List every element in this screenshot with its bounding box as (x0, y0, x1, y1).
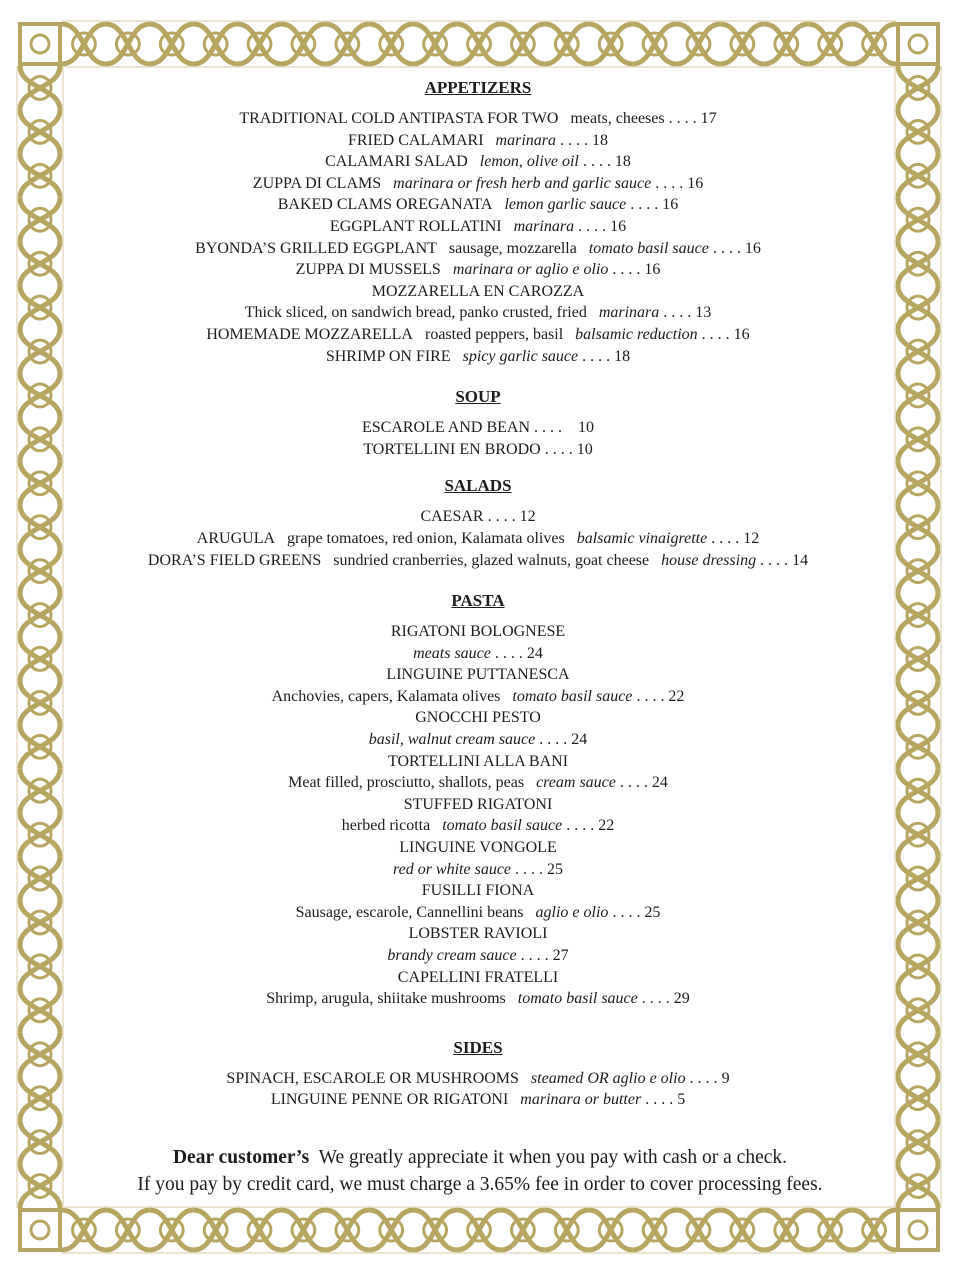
item-sauce: cream sauce (536, 774, 616, 792)
item-price: . . . . 9 (685, 1069, 730, 1087)
item-sauce: marinara (513, 217, 575, 235)
soup-list (90, 417, 866, 460)
menu-item-line (90, 772, 866, 794)
item-price: . . . . 22 (632, 687, 685, 705)
item-name: TORTELLINI ALLA BANI (387, 752, 569, 770)
item-price: . . . . 18 (578, 347, 631, 365)
item-name: ZUPPA DI CLAMS (252, 174, 382, 192)
menu-item-line (90, 707, 866, 729)
item-name: EGGPLANT ROLLATINI (329, 217, 502, 235)
item-name: TRADITIONAL COLD ANTIPASTA FOR TWO (239, 110, 559, 127)
soup-section (90, 385, 866, 460)
item-description: meats, cheeses (570, 110, 665, 127)
item-sauce: lemon garlic sauce (504, 196, 627, 214)
item-sauce: tomato basil sauce (512, 687, 633, 705)
item-name: TORTELLINI EN BRODO (363, 440, 541, 458)
item-sauce: red or white sauce (392, 860, 512, 878)
pasta-list (90, 621, 866, 1010)
item-price: . . . . 14 (756, 551, 809, 569)
item-price: . . . . 16 (708, 239, 761, 257)
item-description: Sausage, escarole, Cannellini beans (295, 903, 524, 921)
salads-heading: SALADS (444, 476, 512, 496)
menu-item-line (90, 664, 866, 686)
item-name: RIGATONI BOLOGNESE (390, 623, 566, 641)
menu-item-line (90, 967, 866, 989)
salads-section (90, 474, 866, 571)
item-price: . . . . 16 (697, 325, 750, 343)
menu-item-line (90, 923, 866, 945)
item-sauce: aglio e olio (535, 903, 609, 921)
item-price: . . . . 16 (651, 174, 704, 192)
item-price: . . . . 22 (562, 817, 615, 835)
menu-item-line (90, 439, 866, 461)
item-description: sausage, mozzarella (448, 239, 577, 257)
appetizers-section (90, 76, 866, 367)
menu-item-line (90, 751, 866, 773)
item-sauce: meats sauce (413, 644, 491, 662)
item-price: . . . . 10 (540, 440, 593, 458)
item-name: DORA’S FIELD GREENS (147, 551, 322, 569)
menu-item-line (90, 194, 866, 216)
item-name: CAESAR (420, 508, 484, 526)
menu-body (90, 76, 866, 1111)
item-name: STUFFED RIGATONI (403, 795, 553, 813)
item-description: Meat filled, prosciutto, shallots, peas (288, 774, 525, 792)
item-description: Shrimp, arugula, shiitake mushrooms (266, 990, 506, 1008)
item-sauce: balsamic reduction (575, 325, 698, 343)
item-sauce: basil, walnut cream sauce (368, 731, 536, 749)
item-name: LINGUINE PENNE OR RIGATONI (270, 1091, 509, 1109)
menu-item-line (90, 216, 866, 238)
item-name: CALAMARI SALAD (325, 153, 468, 171)
sides-heading: SIDES (453, 1037, 503, 1057)
item-price: . . . . 12 (483, 508, 536, 526)
menu-item-line (90, 815, 866, 837)
item-sauce: house dressing (661, 551, 757, 569)
item-sauce: brandy cream sauce (387, 947, 517, 964)
menu-item-line (90, 259, 866, 281)
menu-item-line (90, 281, 866, 303)
item-price: . . . . 16 (608, 261, 661, 279)
sides-section (90, 1036, 866, 1111)
item-name: ZUPPA DI MUSSELS (295, 261, 441, 279)
menu-item-line (90, 837, 866, 859)
notice-line1-text: We greatly appreciate it when you pay with cash or a check. (318, 1147, 788, 1168)
item-sauce: marinara or fresh herb and garlic sauce (393, 174, 652, 192)
item-description: grape tomatoes, red onion, Kalamata olives (287, 529, 565, 547)
menu-item-line (90, 417, 866, 439)
item-sauce: marinara (495, 131, 556, 149)
menu-item-line (90, 346, 866, 368)
appetizers-list (90, 108, 866, 367)
item-name: BYONDA’S GRILLED EGGPLANT (195, 239, 437, 257)
item-name: LINGUINE VONGOLE (399, 839, 557, 857)
item-description: Thick sliced, on sandwich bread, panko crusted, fried (244, 304, 587, 322)
menu-item-line (90, 302, 866, 324)
sides-list (90, 1068, 866, 1111)
item-name: SHRIMP ON FIRE (325, 347, 451, 365)
pasta-section (90, 589, 866, 1010)
menu-item-line (90, 988, 866, 1010)
item-price: . . . . 24 (615, 774, 668, 792)
item-name: LINGUINE PUTTANESCA (386, 666, 570, 684)
menu-item-line (90, 686, 866, 708)
item-price: . . . . 13 (659, 304, 712, 322)
item-name: FUSILLI FIONA (421, 882, 535, 900)
item-description: herbed ricotta (341, 817, 431, 835)
menu-item-line (90, 794, 866, 816)
item-price: . . . . 24 (535, 731, 588, 749)
menu-item-line (90, 945, 866, 967)
item-price: . . . . 27 (516, 947, 569, 964)
menu-item-line (90, 108, 866, 130)
menu-item-line (90, 173, 866, 195)
item-description: roasted peppers, basil (424, 325, 564, 343)
item-sauce: tomato basil sauce (517, 990, 638, 1008)
item-sauce: lemon, olive oil (479, 153, 579, 171)
item-price: . . . . 18 (556, 131, 608, 149)
item-name: HOMEMADE MOZZARELLA (206, 325, 413, 343)
pasta-heading: PASTA (451, 591, 505, 611)
item-price: . . . . 10 (530, 419, 594, 437)
item-sauce: marinara or aglio e olio (452, 261, 609, 279)
item-price: . . . . 24 (490, 644, 543, 662)
item-name: ESCAROLE AND BEAN (361, 419, 530, 437)
menu-item-line (90, 621, 866, 643)
item-price: . . . . 29 (637, 990, 690, 1008)
item-price: . . . . 16 (574, 217, 627, 235)
item-name: LOBSTER RAVIOLI (408, 925, 548, 943)
item-price: . . . . 18 (578, 153, 631, 171)
item-sauce: marinara or butter (520, 1091, 642, 1109)
menu-item-line (90, 1068, 866, 1090)
item-sauce: spicy garlic sauce (462, 347, 579, 365)
item-sauce: balsamic vinaigrette (576, 529, 708, 547)
menu-item-line (90, 729, 866, 751)
item-name: CAPELLINI FRATELLI (397, 968, 559, 986)
payment-notice-line1 (60, 1145, 900, 1171)
menu-item-line (90, 550, 866, 572)
menu-item-line (90, 880, 866, 902)
menu-item-line (90, 859, 866, 881)
item-sauce: tomato basil sauce (588, 239, 709, 257)
item-description: sundried cranberries, glazed walnuts, goat cheese (333, 551, 650, 569)
item-sauce: marinara (598, 304, 660, 322)
item-sauce: steamed OR aglio e olio (530, 1069, 686, 1087)
menu-item-line (90, 324, 866, 346)
item-name: BAKED CLAMS OREGANATA (277, 196, 493, 214)
menu-item-line (90, 643, 866, 665)
menu-item-line (90, 238, 866, 260)
menu-item-line (90, 506, 866, 528)
item-name: SPINACH, ESCAROLE OR MUSHROOMS (226, 1069, 519, 1087)
item-price: . . . . 12 (707, 529, 760, 547)
item-price: . . . . 16 (626, 196, 679, 214)
menu-item-line (90, 130, 866, 152)
item-name: MOZZARELLA EN CAROZZA (371, 282, 585, 300)
item-price: . . . . 25 (511, 860, 564, 878)
menu-item-line (90, 151, 866, 173)
salads-list (90, 506, 866, 571)
item-name: ARUGULA (196, 529, 276, 547)
item-price: . . . . 25 (608, 903, 661, 921)
appetizers-heading: APPETIZERS (424, 78, 532, 97)
item-price: . . . . 17 (664, 110, 717, 127)
item-description: Anchovies, capers, Kalamata olives (271, 687, 501, 705)
item-name: FRIED CALAMARI (347, 131, 484, 149)
item-sauce: tomato basil sauce (442, 817, 563, 835)
payment-notice-line2: If you pay by credit card, we must charge a 3.65% fee in order to cover processing fees. (137, 1174, 823, 1195)
menu-item-line (90, 902, 866, 924)
notice-greeting: Dear customer’s (172, 1147, 310, 1168)
menu-item-line (90, 1089, 866, 1111)
menu-item-line (90, 528, 866, 550)
item-price: . . . . 5 (641, 1091, 686, 1109)
soup-heading: SOUP (455, 387, 501, 407)
item-name: GNOCCHI PESTO (415, 709, 541, 727)
